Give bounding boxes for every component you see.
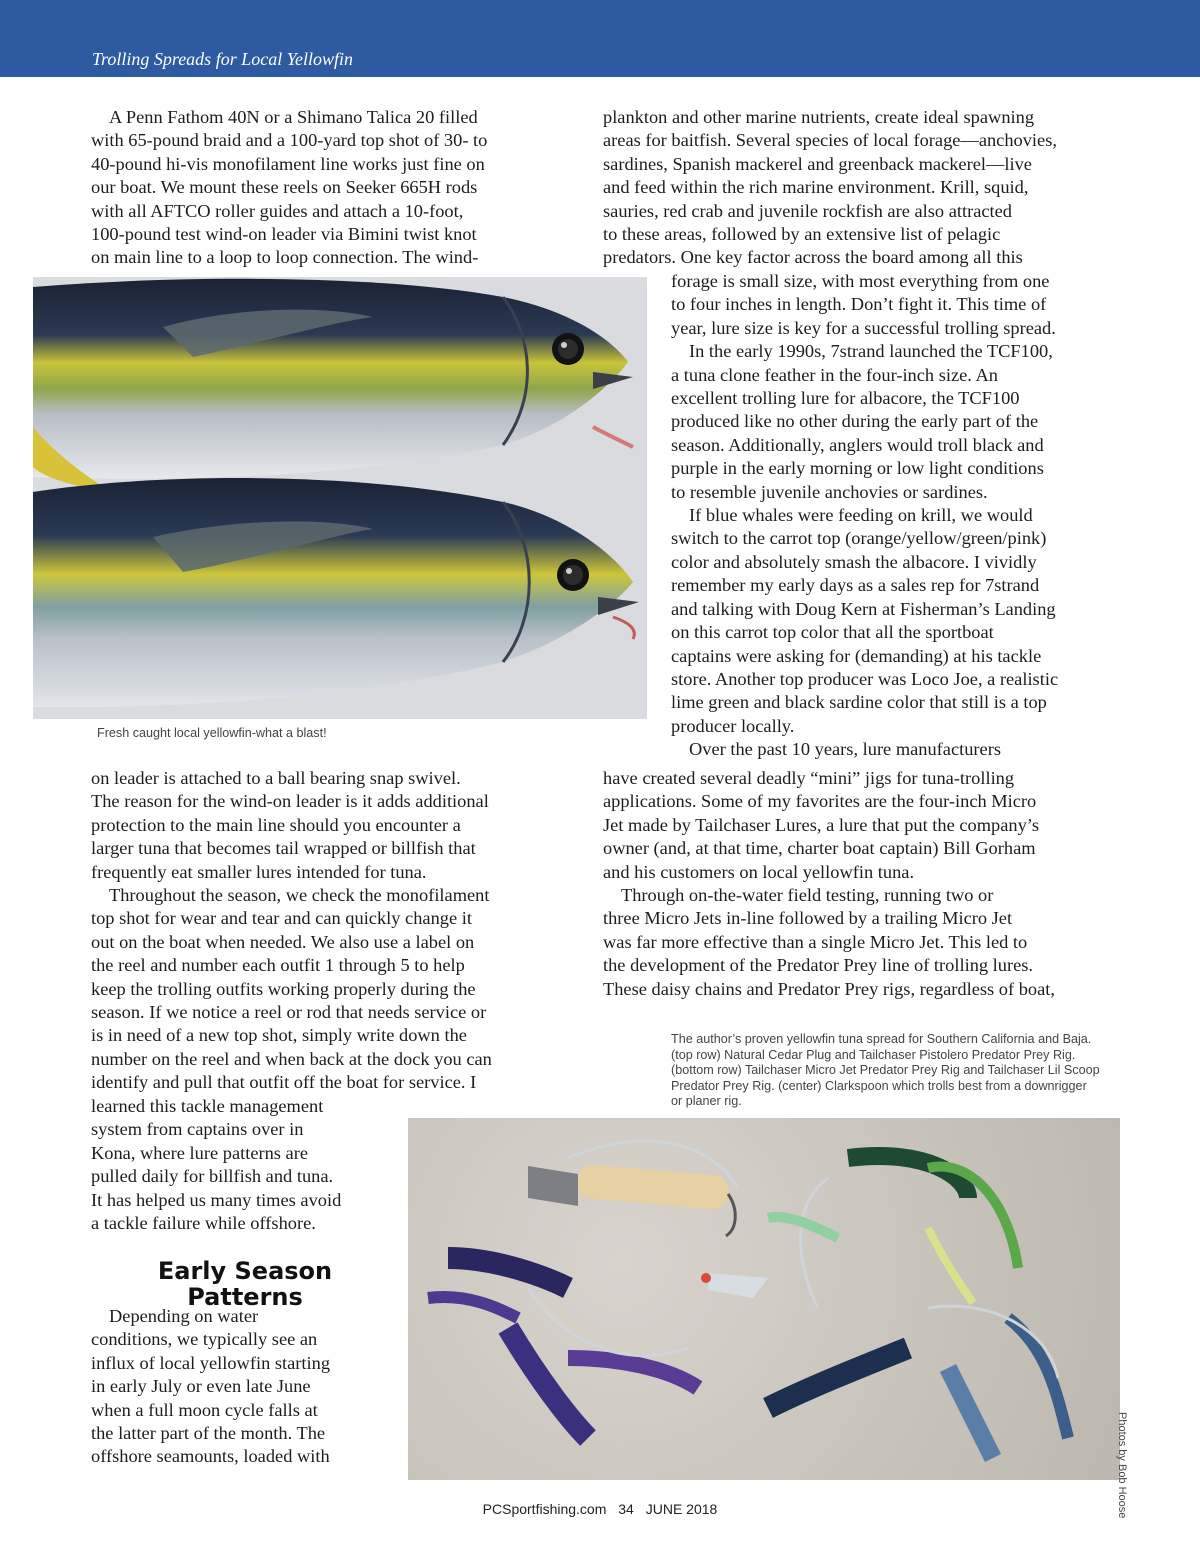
lure-spread-photo [408, 1118, 1120, 1480]
text-line: sauries, red crab and juvenile rockfish are also attracted [603, 200, 1013, 221]
text-line: to these areas, followed by an extensive list of pelagic [603, 224, 1001, 245]
text-line: predators. One key factor across the board among all this [603, 247, 1023, 268]
text-line: areas for baitfish. Several species of local forage—anchovies, [603, 130, 1057, 151]
text-line: is in need of a new top shot, simply write down the [91, 1025, 467, 1046]
text-line: purple in the early morning or low light conditions [671, 458, 1044, 479]
caption-line: or planer rig. [671, 1094, 742, 1109]
text-line: season. Additionally, anglers would troll black and [671, 434, 1044, 455]
heading-line: Early Season [157, 1257, 333, 1285]
text-line: excellent trolling lure for albacore, the TCF100 [671, 388, 1020, 409]
text-line: lime green and black sardine color that still is a top [671, 692, 1047, 713]
text-line: offshore seamounts, loaded with [91, 1446, 330, 1467]
caption-line: (bottom row) Tailchaser Micro Jet Predator Prey Rig and Tailchaser Lil Scoop [671, 1063, 1100, 1078]
text-line: sardines, Spanish mackerel and greenback mackerel—live [603, 153, 1032, 174]
running-title: Trolling Spreads for Local Yellowfin [92, 49, 354, 69]
text-line: and his customers on local yellowfin tuna. [603, 861, 915, 882]
left-column-top [91, 106, 571, 270]
text-line: on leader is attached to a ball bearing snap swivel. [91, 768, 461, 788]
text-line: In the early 1990s, 7strand launched the TCF100, [689, 341, 1053, 362]
text-line: plankton and other marine nutrients, create ideal spawning [603, 107, 1035, 127]
caption-line: The author’s proven yellowfin tuna spread for Southern California and Baja. [671, 1032, 1092, 1046]
yellowfin-tuna-photo [33, 277, 647, 719]
text-line: frequently eat smaller lures intended for tuna. [91, 861, 427, 882]
text-line: 40-pound hi-vis monofilament line works just fine on [91, 153, 485, 174]
text-line: number on the reel and when back at the dock you can [91, 1048, 492, 1069]
text-line: system from captains over in [91, 1119, 304, 1140]
cedar-plug-lure [528, 1141, 738, 1236]
text-line: applications. Some of my favorites are the four-inch Micro [603, 791, 1037, 812]
caption-line: (top row) Natural Cedar Plug and Tailchaser Pistolero Predator Prey Rig. [671, 1047, 1076, 1062]
text-line: pulled daily for billfish and tuna. [91, 1166, 334, 1187]
page-number: 34 [618, 1501, 634, 1517]
text-line: a tuna clone feather in the four-inch size. An [671, 364, 998, 385]
text-line: producer locally. [671, 715, 795, 736]
text-line: The reason for the wind-on leader is it adds additional [91, 791, 489, 812]
text-line: Depending on water [109, 1306, 259, 1326]
text-line: our boat. We mount these reels on Seeker 665H rods [91, 177, 478, 198]
left-column-narrow [91, 1095, 391, 1235]
blue-rig-lure [768, 1306, 1068, 1458]
text-line: have created several deadly “mini” jigs for tuna-trolling [603, 768, 1015, 788]
text-line: If blue whales were feeding on krill, we would [689, 505, 1033, 526]
text-line: a tackle failure while offshore. [91, 1213, 316, 1234]
text-line: top shot for wear and tear and can quickly change it [91, 908, 472, 929]
text-line: 100-pound test wind-on leader via Bimini twist knot [91, 224, 477, 245]
text-line: on this carrot top color that all the sportboat [671, 622, 994, 643]
photo-caption: Fresh caught local yellowfin-what a blast! [97, 726, 327, 740]
text-line: season. If we notice a reel or rod that needs service or [91, 1002, 487, 1023]
text-line: influx of local yellowfin starting [91, 1352, 331, 1373]
text-line: the latter part of the month. The [91, 1423, 326, 1444]
text-line: Over the past 10 years, lure manufacturers [689, 739, 1002, 760]
text-line: keep the trolling outfits working properly during the [91, 978, 476, 999]
text-line: the reel and number each outfit 1 through 5 to help [91, 955, 465, 976]
text-line: larger tuna that becomes tail wrapped or billfish that [91, 838, 476, 859]
text-line: switch to the carrot top (orange/yellow/green/pink) [671, 528, 1047, 549]
text-line: captains were asking for (demanding) at his tackle [671, 645, 1042, 666]
caption-line: Predator Prey Rig. (center) Clarkspoon which trolls best from a downrigger [671, 1078, 1087, 1093]
page-footer [0, 1501, 1200, 1517]
text-line: with all AFTCO roller guides and attach a 10-foot, [91, 200, 464, 221]
text-line: These daisy chains and Predator Prey rigs, regardless of boat, [603, 978, 1055, 999]
text-line: It has helped us many times avoid [91, 1189, 342, 1210]
lure-photo-caption [671, 1032, 1141, 1110]
text-line: owner (and, at that time, charter boat captain) Bill Gorham [603, 838, 1036, 859]
text-line: conditions, we typically see an [91, 1329, 318, 1350]
right-column-narrow [671, 270, 1151, 762]
lures-illustration [408, 1118, 1120, 1480]
right-column-bottom [603, 767, 1143, 1001]
text-line: remember my early days as a sales rep for 7strand [671, 575, 1040, 596]
text-line: forage is small size, with most everything from one [671, 271, 1050, 291]
text-line: on main line to a loop to loop connection. The wind- [91, 247, 479, 268]
text-line: with 65-pound braid and a 100-yard top shot of 30- to [91, 130, 488, 151]
footer-date: JUNE 2018 [645, 1501, 718, 1517]
purple-rig-lure [428, 1258, 698, 1438]
text-line: was far more effective than a single Micro Jet. This led to [603, 931, 1028, 952]
left-column-middle [91, 767, 581, 1095]
text-line: Through on-the-water field testing, running two or [621, 885, 994, 906]
text-line: identify and pull that outfit off the boat for service. I [91, 1072, 477, 1093]
tuna-illustration [33, 277, 647, 719]
text-line: to four inches in length. Don’t fight it. This time of [671, 294, 1047, 315]
text-line: the development of the Predator Prey line of trolling lures. [603, 955, 1034, 976]
text-line: Jet made by Tailchaser Lures, a lure that put the company’s [603, 814, 1040, 835]
text-line: Kona, where lure patterns are [91, 1142, 309, 1163]
text-line: and talking with Doug Kern at Fisherman’s Landing [671, 598, 1056, 619]
text-line: learned this tackle management [91, 1096, 324, 1116]
text-line: and feed within the rich marine environment. Krill, squid, [603, 177, 1029, 198]
text-line: three Micro Jets in-line followed by a trailing Micro Jet [603, 908, 1013, 929]
text-line: Throughout the season, we check the monofilament [109, 885, 490, 906]
text-line: protection to the main line should you encounter a [91, 814, 461, 835]
heading-line: Patterns [187, 1283, 303, 1311]
text-line: when a full moon cycle falls at [91, 1399, 318, 1420]
text-line: year, lure size is key for a successful trolling spread. [671, 317, 1056, 338]
text-line: color and absolutely smash the albacore. I vividly [671, 551, 1037, 572]
section-heading [92, 1258, 398, 1310]
right-column-top [603, 106, 1143, 270]
text-line: produced like no other during the early part of the [671, 411, 1039, 432]
text-line: to resemble juvenile anchovies or sardines. [671, 481, 988, 502]
green-rig-lure [768, 1156, 1018, 1308]
photo-credit: Photos by Bob Hoose [1116, 1412, 1128, 1519]
clarkspoon-lure [701, 1273, 768, 1298]
text-line: in early July or even late June [91, 1376, 311, 1397]
text-line: out on the boat when needed. We also use a label on [91, 931, 475, 952]
footer-site: PCSportfishing.com [482, 1501, 607, 1517]
left-column-bottom [91, 1305, 391, 1469]
text-line: A Penn Fathom 40N or a Shimano Talica 20 filled [109, 107, 478, 127]
text-line: store. Another top producer was Loco Joe, a realistic [671, 668, 1059, 689]
